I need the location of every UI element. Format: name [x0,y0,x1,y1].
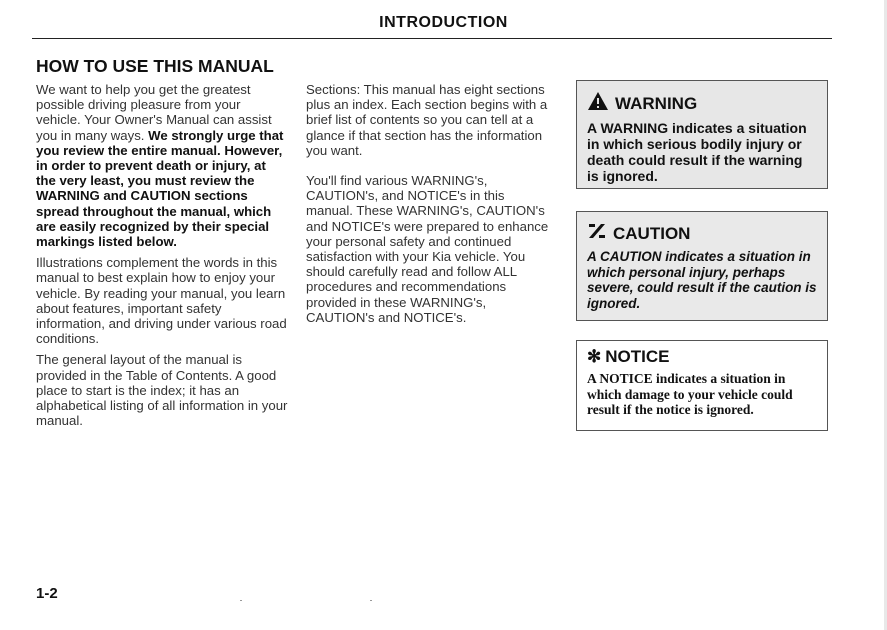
layout-paragraph: The general layout of the manual is provided in the Table of Contents. A good place to start is the index; it has an alphabetical listing of all information in your manual. [36,352,288,429]
intro-emphasis-text: We strongly urge that you review the entire manual. However, in order to prevent death or injury, at the very least, you must review the WARNING and CAUTION sections spread throughout the manual, which are easily recognized by their special markings listed below. [36,127,284,250]
warning-title: WARNING [615,93,698,113]
sections-paragraph: Sections: This manual has eight sections plus an index. Each section begins with a brief list of contents so you can tell at a glance if that section has the information you want. [306,82,548,158]
notice-text: A NOTICE indicates a situation in which damage to your vehicle could result if the notice is ignored. [587,371,793,417]
illustrations-paragraph: Illustrations complement the words in this manual to best explain how to enjoy your vehicle. By reading your manual, you learn about features, important safety information, and driving under various road conditions. [36,255,287,347]
intro-paragraph [36,82,288,249]
caution-box [576,211,828,321]
warning-text: A WARNING indicates a situation in which serious bodily injury or death could result if the warning is ignored. [587,120,807,184]
warning-triangle-icon [587,91,609,116]
caution-text: A CAUTION indicates a situation in which personal injury, perhaps severe, could result if the caution is ignored. [587,249,817,311]
intro-text: We want to help you get the greatest possible driving pleasure from your vehicle. Your Owner's Manual can assist you in many ways. [36,82,272,143]
scan-speck [370,600,372,601]
notice-title: NOTICE [605,347,670,366]
notice-title-row [587,347,817,367]
asterisk-icon: ✻ [587,347,602,366]
notice-box [576,340,828,431]
warnings-paragraph: You'll find various WARNING's, CAUTION's, and NOTICE's in this manual. These WARNING's, CAUTION's and NOTICE's were prepared to enhance your personal safety and continued satisfaction with your Kia vehicle. You should carefully read and follow ALL procedures and recommendations provided in these WARNING's, CAUTION's and NOTICE's. [306,173,549,325]
caution-slash-icon [587,222,607,245]
scan-speck [240,600,242,601]
warning-title-row [587,91,817,116]
caution-title-row [587,222,817,245]
text-column-left [36,82,288,434]
page-header-title: INTRODUCTION [379,14,508,31]
warning-box [576,80,828,189]
text-column-middle [306,82,551,340]
header-divider [32,38,832,39]
caution-title: CAUTION [613,223,691,243]
page-number: 1-2 [36,585,58,602]
section-heading: HOW TO USE THIS MANUAL [36,56,274,76]
